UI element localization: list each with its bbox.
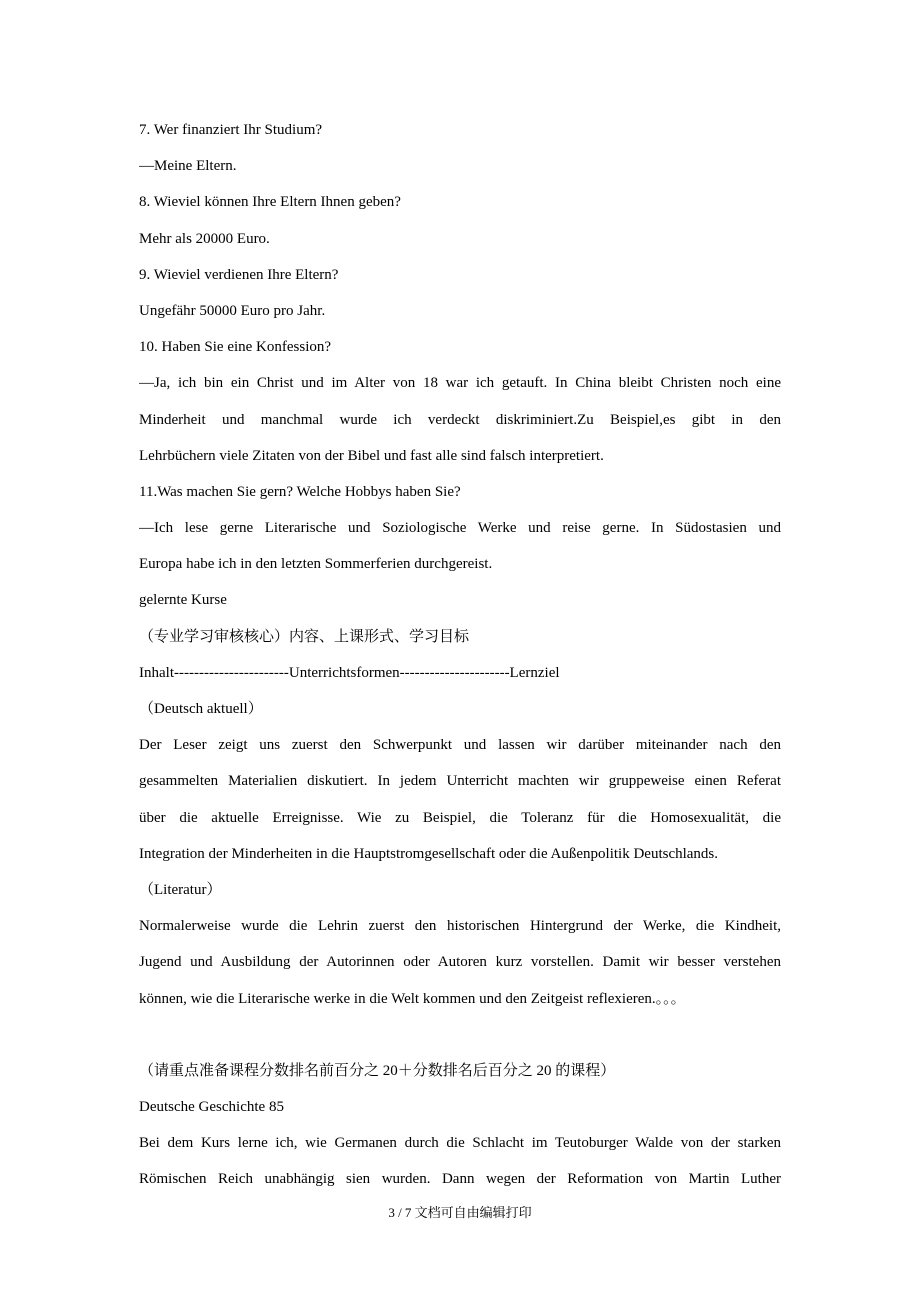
paragraph-line: Römischen Reich unabhängig sien wurden. Dann wegen der Reformation von Martin Luther bbox=[139, 1171, 781, 1188]
answer-10-line: Lehrbüchern viele Zitaten von der Bibel und fast alle sind falsch interpretiert. bbox=[139, 447, 604, 464]
question-9: 9. Wieviel verdienen Ihre Eltern? bbox=[139, 266, 339, 283]
paragraph-line: können, wie die Literarische werke in die Welt kommen und den Zeitgeist reflexieren.。。。 bbox=[139, 990, 686, 1007]
answer-8: Mehr als 20000 Euro. bbox=[139, 230, 270, 247]
question-10: 10. Haben Sie eine Konfession? bbox=[139, 339, 332, 356]
question-7: 7. Wer finanziert Ihr Studium? bbox=[139, 122, 323, 138]
section-note: （专业学习审核核心）内容、上课形式、学习目标 bbox=[139, 628, 470, 645]
answer-9: Ungefähr 50000 Euro pro Jahr. bbox=[139, 302, 326, 319]
course-title: （Deutsch aktuell） bbox=[139, 701, 263, 717]
answer-11-line: Europa habe ich in den letzten Sommerferien durchgereist. bbox=[139, 556, 493, 573]
section-note: （请重点准备课程分数排名前百分之 20＋分数排名后百分之 20 的课程） bbox=[139, 1062, 616, 1079]
column-header-line: Inhalt-----------------------Unterrichtsformen----------------------Lernziel bbox=[139, 664, 560, 681]
blank-line bbox=[139, 1017, 781, 1053]
answer-10-line: Minderheit und manchmal wurde ich verdeckt diskriminiert.Zu Beispiel,es gibt in den bbox=[139, 411, 781, 428]
paragraph-line: Integration der Minderheiten in die Hauptstromgesellschaft oder die Außenpolitik Deutschlands. bbox=[139, 845, 719, 862]
paragraph-line: über die aktuelle Erreignisse. Wie zu Beispiel, die Toleranz für die Homosexualität, die bbox=[139, 809, 781, 826]
course-title: （Literatur） bbox=[139, 881, 222, 898]
paragraph-line: gesammelten Materialien diskutiert. In jedem Unterricht machten wir gruppeweise einen Referat bbox=[139, 773, 781, 790]
paragraph-line: Jugend und Ausbildung der Autorinnen oder Autoren kurz vorstellen. Damit wir besser verstehen bbox=[139, 954, 781, 971]
section-heading: gelernte Kurse bbox=[139, 592, 227, 609]
question-8: 8. Wieviel können Ihre Eltern Ihnen geben? bbox=[139, 194, 401, 211]
document-body bbox=[139, 112, 781, 1198]
paragraph-line: Normalerweise wurde die Lehrin zuerst den historischen Hintergrund der Werke, die Kindheit, bbox=[139, 918, 781, 935]
paragraph-line: Der Leser zeigt uns zuerst den Schwerpunkt und lassen wir darüber miteinander nach den bbox=[139, 737, 781, 754]
page-footer: 3 / 7 文档可自由编辑打印 bbox=[388, 1205, 532, 1220]
answer-10-line: —Ja, ich bin ein Christ und im Alter von 18 war ich getauft. In China bleibt Christen noch eine bbox=[139, 375, 781, 392]
answer-11-line: —Ich lese gerne Literarische und Soziologische Werke und reise gerne. In Südostasien und bbox=[139, 520, 781, 537]
paragraph-line: Bei dem Kurs lerne ich, wie Germanen durch die Schlacht im Teutoburger Walde von der starken bbox=[139, 1135, 781, 1152]
answer-7: —Meine Eltern. bbox=[139, 158, 237, 175]
question-11: 11.Was machen Sie gern? Welche Hobbys haben Sie? bbox=[139, 483, 461, 500]
course-title: Deutsche Geschichte 85 bbox=[139, 1099, 284, 1116]
